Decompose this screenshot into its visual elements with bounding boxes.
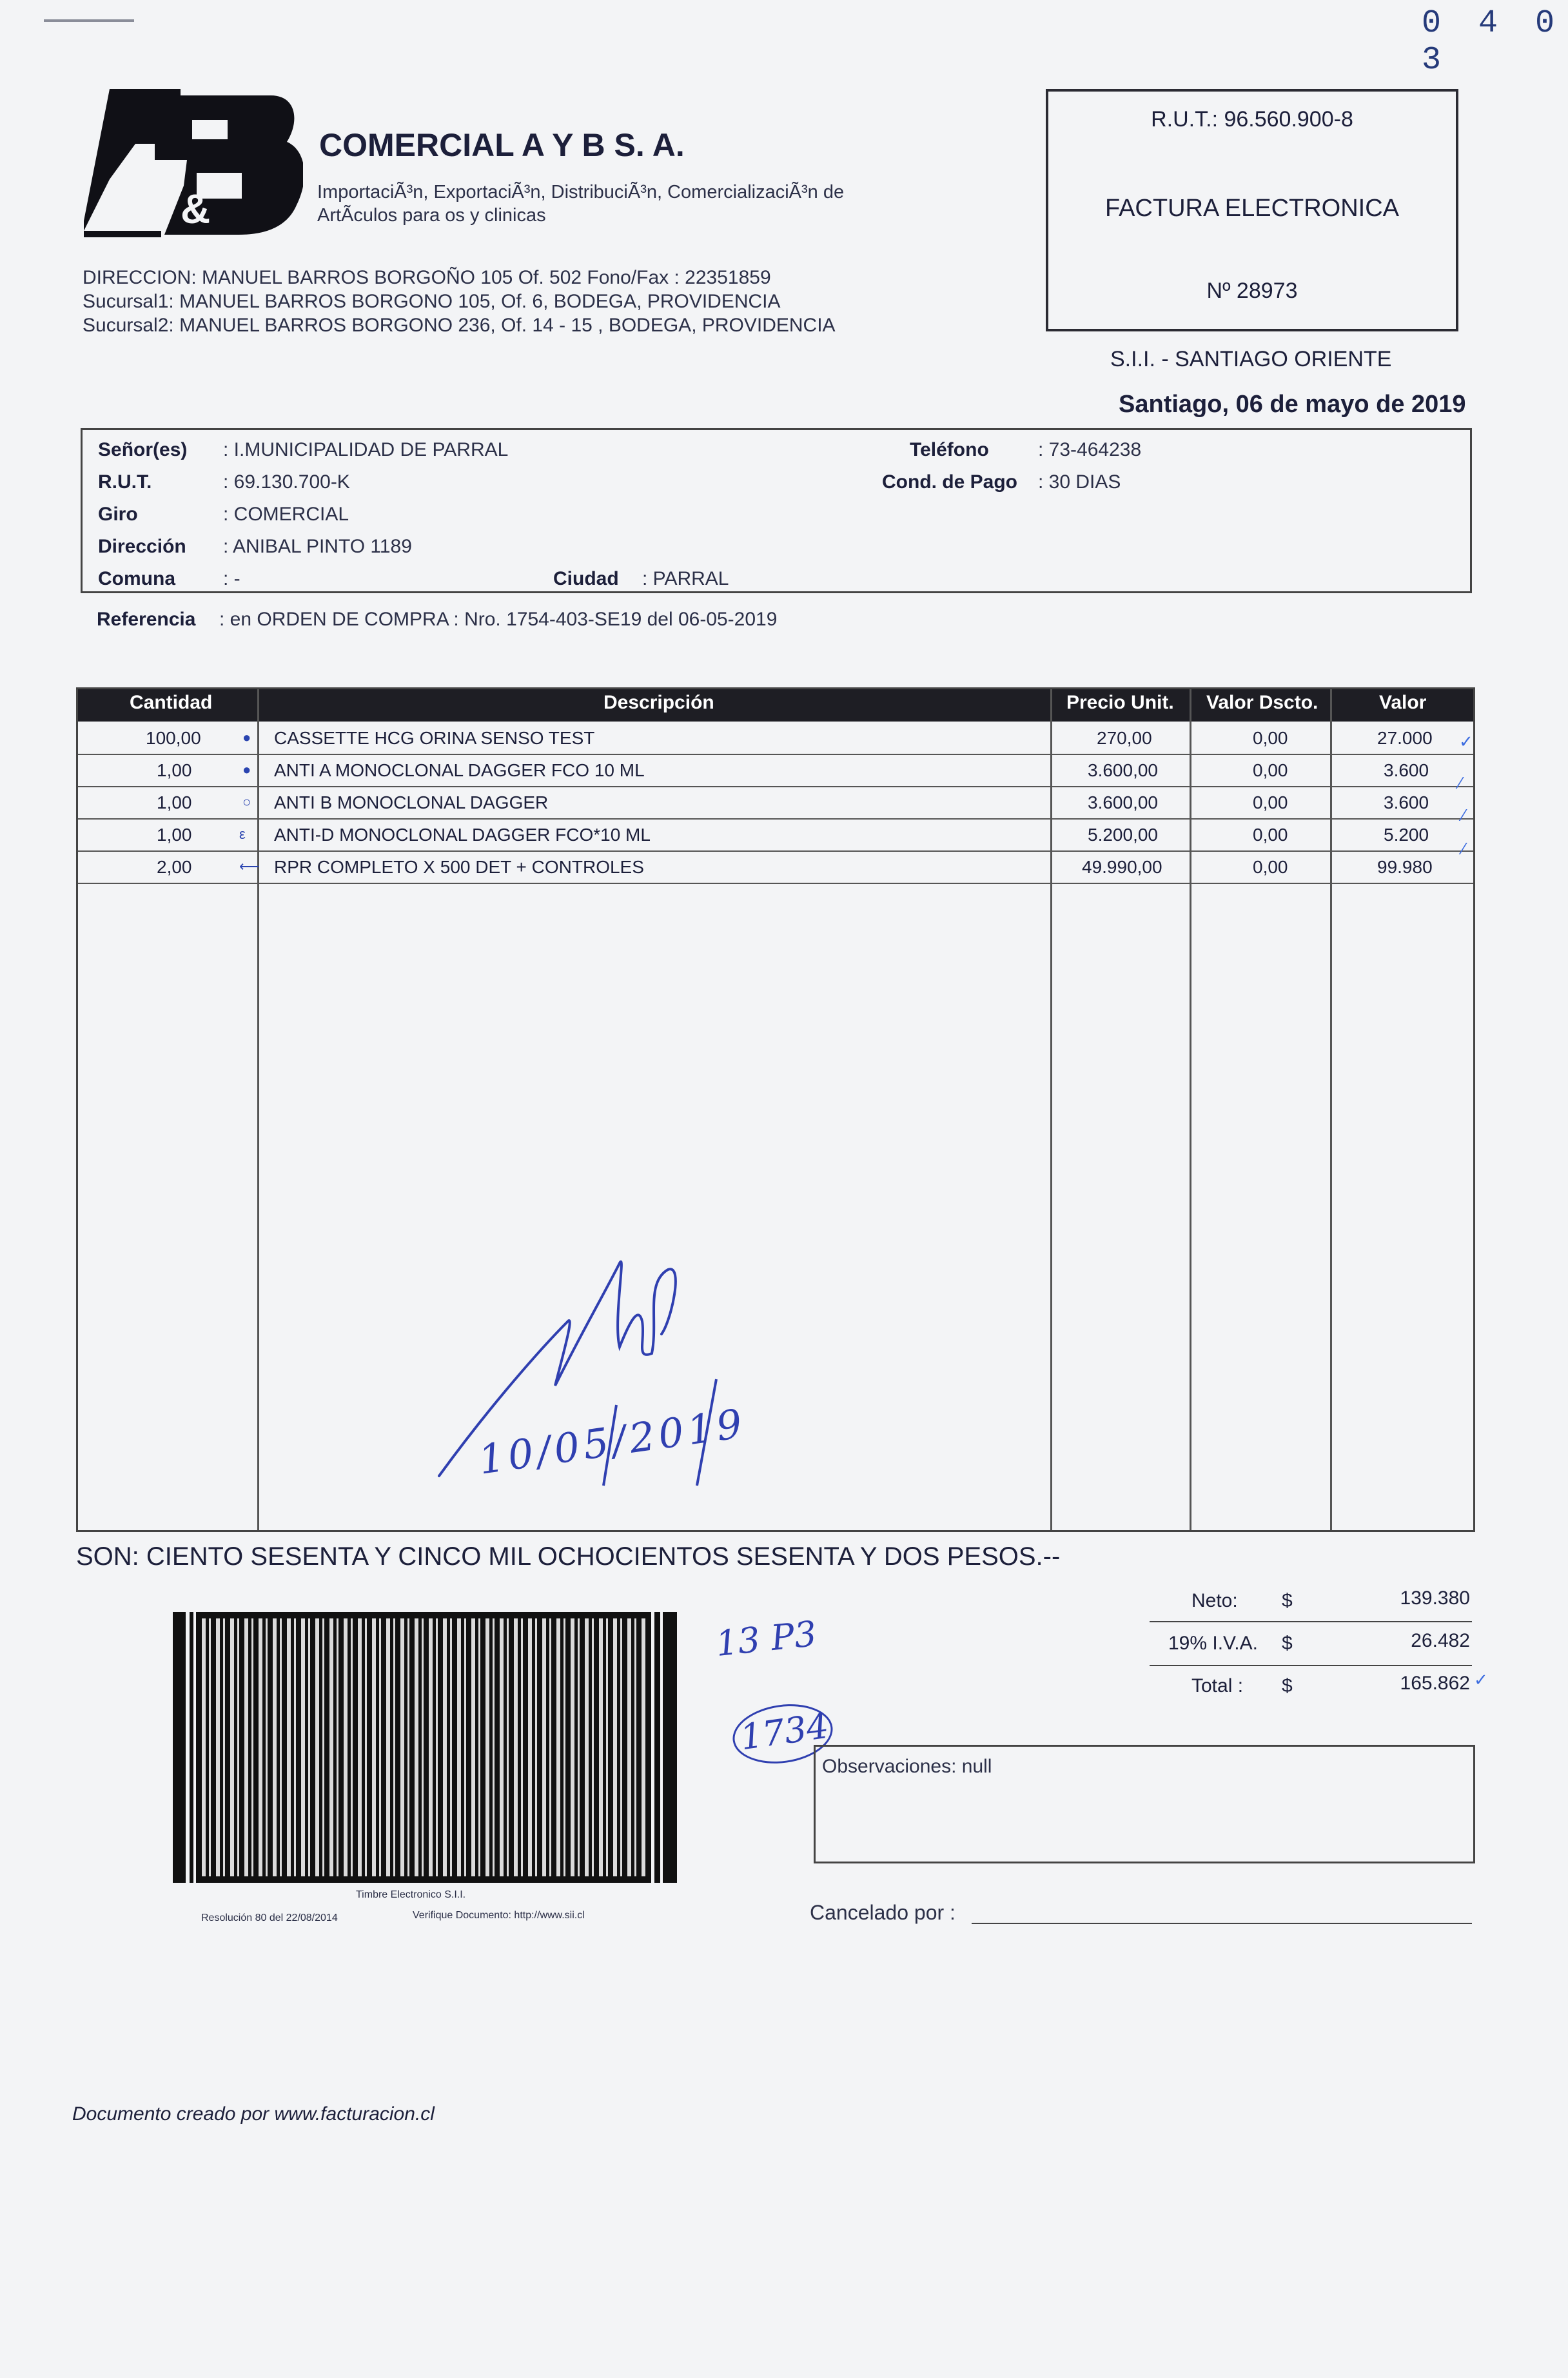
circled-handwritten-number: 1734 [738,1705,832,1758]
currency-sign: $ [1282,1590,1293,1611]
row-descripcion: ANTI-D MONOCLONAL DAGGER FCO*10 ML [274,825,651,845]
row-dscto: 0,00 [1253,857,1288,877]
header-descripcion: Descripción [603,692,714,713]
check-mark-icon: ○ [242,794,251,810]
footer-credit: Documento creado por www.facturacion.cl [72,2103,435,2125]
telefono-value: : 73-464238 [1038,439,1142,460]
iva-value: 26.482 [1411,1630,1470,1651]
header-precio: Precio Unit. [1066,692,1174,713]
company-description [317,181,930,227]
check-mark-icon: ● [242,729,251,745]
total-label: Total : [1191,1675,1244,1696]
table-row [78,786,1473,820]
observaciones-box [814,1745,1475,1863]
timbre-verify-link[interactable]: Verifique Documento: http://www.sii.cl [413,1910,585,1921]
neto-value: 139.380 [1400,1587,1470,1609]
giro-value: : COMERCIAL [223,504,349,525]
referencia-label: Referencia [97,609,196,630]
direccion-value: : ANIBAL PINTO 1189 [223,536,412,557]
company-name: COMERCIAL A Y B S. A. [319,127,685,163]
barcode-guard [193,1612,196,1883]
row-descripcion: RPR COMPLETO X 500 DET + CONTROLES [274,857,644,877]
items-table [76,687,1475,1532]
row-valor: 5.200 [1384,825,1429,845]
rut-box [1046,89,1458,331]
barcode-guard [660,1612,663,1883]
row-valor: 99.980 [1377,857,1433,877]
document-type: FACTURA ELECTRONICA [1104,195,1400,222]
checkmark-icon: ⁄ [1462,839,1465,858]
row-precio: 5.200,00 [1088,825,1158,845]
checkmark-icon: ⁄ [1459,773,1462,792]
cancelado-signature-line [972,1923,1472,1924]
issuer-rut: R.U.T.: 96.560.900-8 [1151,107,1353,132]
row-dscto: 0,00 [1253,760,1288,780]
barcode-pattern [202,1618,647,1876]
giro-label: Giro [98,504,138,525]
header-cantidad: Cantidad [130,692,213,713]
address-branch-1: Sucursal1: MANUEL BARROS BORGONO 105, Of. 6, BODEGA, PROVIDENCIA [83,291,781,312]
client-info-box [81,428,1472,593]
check-mark-icon: ● [242,762,251,778]
row-descripcion: ANTI A MONOCLONAL DAGGER FCO 10 ML [274,760,645,780]
comuna-label: Comuna [98,568,175,589]
row-dscto: 0,00 [1253,792,1288,812]
senores-value: : I.MUNICIPALIDAD DE PARRAL [223,439,509,460]
handwritten-note: 13 P3 [714,1613,819,1665]
checkmark-icon: ⁄ [1462,805,1465,825]
row-precio: 270,00 [1097,728,1152,748]
referencia-value: : en ORDEN DE COMPRA : Nro. 1754-403-SE19 del 06-05-2019 [219,609,778,630]
row-precio: 3.600,00 [1088,760,1158,780]
barcode-guard [651,1612,654,1883]
client-rut-value: : 69.130.700-K [223,471,350,493]
cond-pago-value: : 30 DIAS [1038,471,1121,493]
checkmark-icon: ✓ [1459,732,1473,751]
comuna-value: : - [223,568,240,589]
client-rut-label: R.U.T. [98,471,152,493]
telefono-label: Teléfono [910,439,989,460]
row-descripcion: CASSETTE HCG ORINA SENSO TEST [274,728,595,748]
neto-label: Neto: [1191,1590,1238,1611]
senores-label: Señor(es) [98,439,188,460]
ciudad-value: : PARRAL [642,568,729,589]
invoice-date: Santiago, 06 de mayo de 2019 [1119,391,1466,418]
table-row [78,722,1473,755]
row-cantidad: 1,00 [157,825,192,845]
invoice-number: Nº 28973 [1206,279,1298,303]
row-valor: 27.000 [1377,728,1433,748]
top-left-mark [44,19,134,22]
row-cantidad: 100,00 [146,728,201,748]
observaciones-text: Observaciones: null [822,1756,992,1777]
direccion-label: Dirección [98,536,186,557]
header-dscto: Valor Dscto. [1206,692,1318,713]
checkmark-icon: ✓ [1474,1670,1488,1689]
iva-label: 19% I.V.A. [1168,1633,1258,1654]
row-valor: 3.600 [1384,760,1429,780]
check-mark-icon: ⟵ [239,858,260,874]
header-valor: Valor [1379,692,1427,713]
cancelado-label: Cancelado por : [810,1901,956,1924]
check-mark-icon: ε [239,826,246,842]
timbre-resolucion: Resolución 80 del 22/08/2014 [201,1912,338,1923]
address-main: DIRECCION: MANUEL BARROS BORGOÑO 105 Of. 502 Fono/Fax : 22351859 [83,267,771,288]
barcode-guard [186,1612,190,1883]
row-cantidad: 1,00 [157,792,192,812]
currency-sign: $ [1282,1675,1293,1696]
signature-date: 10/05/2019 [475,1399,749,1484]
timbre-caption: Timbre Electronico S.I.I. [356,1889,466,1900]
row-precio: 49.990,00 [1082,857,1162,877]
row-descripcion: ANTI B MONOCLONAL DAGGER [274,792,549,812]
currency-sign: $ [1282,1633,1293,1654]
document-sequence-number: 0 4 0 3 [1422,5,1564,79]
table-header [78,689,1473,722]
company-description-line1: ImportaciÃ³n, ExportaciÃ³n, DistribuciÃ³n, ComercializaciÃ³n de [317,182,845,202]
table-row [78,818,1473,852]
divider [1150,1621,1472,1622]
cond-pago-label: Cond. de Pago [882,471,1017,493]
ciudad-label: Ciudad [553,568,619,589]
svg-text:&: & [181,186,211,232]
table-row [78,754,1473,787]
address-branch-2: Sucursal2: MANUEL BARROS BORGONO 236, Of. 14 - 15 , BODEGA, PROVIDENCIA [83,315,836,336]
row-cantidad: 1,00 [157,760,192,780]
company-description-line2: ArtÃculos para os y clinicas [317,205,546,226]
row-dscto: 0,00 [1253,728,1288,748]
row-cantidad: 2,00 [157,857,192,877]
company-logo [84,83,303,237]
sii-office: S.I.I. - SANTIAGO ORIENTE [1110,347,1392,371]
row-precio: 3.600,00 [1088,792,1158,812]
amount-in-words: SON: CIENTO SESENTA Y CINCO MIL OCHOCIENTOS SESENTA Y DOS PESOS.-- [76,1542,1061,1571]
pdf417-barcode [173,1612,677,1883]
row-dscto: 0,00 [1253,825,1288,845]
row-valor: 3.600 [1384,792,1429,812]
table-row [78,850,1473,884]
total-value: 165.862 [1400,1673,1470,1694]
divider [1150,1665,1472,1666]
